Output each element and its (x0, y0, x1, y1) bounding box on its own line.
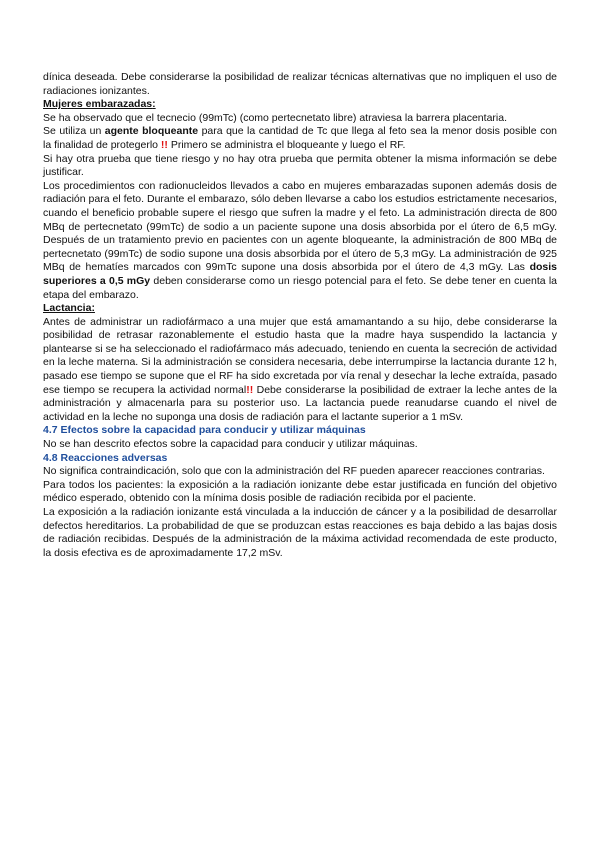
agente-bloqueante-term: agente bloqueante (104, 125, 199, 138)
embarazadas-heading (43, 98, 557, 112)
section-4-8-p2-text: Para todos los pacientes: la exposición a la radiación ionizante debe estar justificada en función del objetivo médico esperado, obtenido con la mínima dosis posible de radiación recibida por el paciente. (43, 478, 557, 505)
warning-exclamation-icon: !! (160, 138, 168, 151)
section-4-8-p1-text: No significa contraindicación, solo que con la administración del RF pueden aparecer reacciones contrarias. (43, 465, 545, 478)
embarazadas-p2-text-a: Se utiliza un (43, 125, 105, 138)
embarazadas-p1-text: Se ha observado que el tecnecio (99mTc) (como pertecnetato libre) atraviesa la barrera placentaria. (43, 111, 507, 124)
embarazadas-p3-text: Si hay otra prueba que tiene riesgo y no hay otra prueba que permita obtener la misma información se debe justificar. (43, 152, 557, 179)
embarazadas-paragraph-4 (43, 180, 557, 302)
embarazadas-heading-text: Mujeres embarazadas (43, 98, 153, 111)
lactancia-p1-text-b: Debe considerarse la posibilidad de extraer la leche antes de la administración y almacenarla para su posterior uso. La lactancia puede reanudarse cuando el nivel de actividad en la leche no suponga una dosis de radiación para el lactante superior a 1 mSv. (43, 383, 558, 423)
embarazadas-paragraph-3 (43, 153, 557, 180)
section-4-8-paragraph-1 (43, 465, 557, 479)
embarazadas-p4-text-a: Los procedimientos con radionucleidos llevados a cabo en mujeres embarazadas suponen además dosis de radiación para el feto. Durante el embarazo, sólo deben llevarse a cabo los estudios estrictamente necesarios, cuando el beneficio probable supere el riesgo que sufren la madre y el feto. La administración directa de 800 MBq de pertecnetato (99mTc) de sodio a un paciente supone una dosis absorbida por el útero de 6,5 mGy. Después de un tratamiento previo en pacientes con un agente bloqueante, la administración de 800 MBq de pertecnetato (99mTc) de sodio supone una dosis absorbida por el útero de 5,3 mGy. La administración de 925 MBq de hematíes marcados con 99mTc supone una dosis absorbida por el útero de 4,3 mGy. Las (43, 179, 557, 274)
embarazadas-heading-colon: : (152, 98, 156, 111)
intro-text: dínica deseada. Debe considerarse la posibilidad de realizar técnicas alternativas que no impliquen el uso de radiaciones ionizantes. (43, 71, 557, 97)
document-page (43, 71, 557, 560)
intro-paragraph (43, 71, 557, 98)
section-4-7-paragraph (43, 438, 557, 452)
embarazadas-p4-text-b: deben considerarse como un riesgo potencial para el feto. Se debe tener en cuenta la etapa del embarazo. (43, 274, 557, 301)
section-4-7-heading: 4.7 Efectos sobre la capacidad para conducir y utilizar máquinas (43, 424, 366, 437)
section-4-8-paragraph-2 (43, 479, 557, 506)
lactancia-p1-text-a: Antes de administrar un radiofármaco a una mujer que está amamantando a su hijo, debe considerarse la posibilidad de retrasar razonablemente el estudio hasta que la madre haya suspendido la lactancia y plantearse si se ha seleccionado el radiofármaco más adecuado, teniendo en cuenta la secreción de actividad en la leche materna. Si la administración se considera necesaria, debe interrumpirse la lactancia durante 12 h, pasado ese tiempo se supone que el RF ha sido excretada por vía renal y desechar la leche extraída, pasado ese tiempo se recupera la actividad normal (43, 315, 557, 396)
lactancia-heading (43, 302, 557, 316)
dosis-superiores-term: dosis superiores a 0,5 mGy (43, 261, 557, 287)
section-4-8-heading: 4.8 Reacciones adversas (43, 451, 168, 464)
lactancia-heading-colon: : (91, 302, 95, 315)
embarazadas-paragraph-2 (43, 125, 557, 152)
section-4-8-paragraph-3 (43, 506, 557, 560)
embarazadas-p2-text-b: para que la cantidad de Tc que llega al feto sea la menor dosis posible con la finalidad de protegerlo (43, 125, 557, 151)
embarazadas-p2-text-c: Primero se administra el bloqueante y luego el RF. (167, 138, 406, 151)
lactancia-paragraph-1 (43, 316, 557, 425)
section-4-8-p3-text: La exposición a la radiación ionizante está vinculada a la inducción de cáncer y a la posibilidad de desarrollar defectos hereditarios. La probabilidad de que se produzcan estas reacciones es baja debido a las bajas dosis de radiación recibidas. Después de la administración de la máxima actividad recomendada de este producto, la dosis efectiva es de aproximadamente 17,2 mSv. (43, 506, 557, 559)
warning-exclamation-icon: !! (246, 383, 254, 396)
embarazadas-paragraph-1 (43, 112, 557, 126)
section-4-7-text: No se han descrito efectos sobre la capacidad para conducir y utilizar máquinas. (43, 438, 418, 451)
lactancia-heading-text: Lactancia (43, 302, 92, 315)
